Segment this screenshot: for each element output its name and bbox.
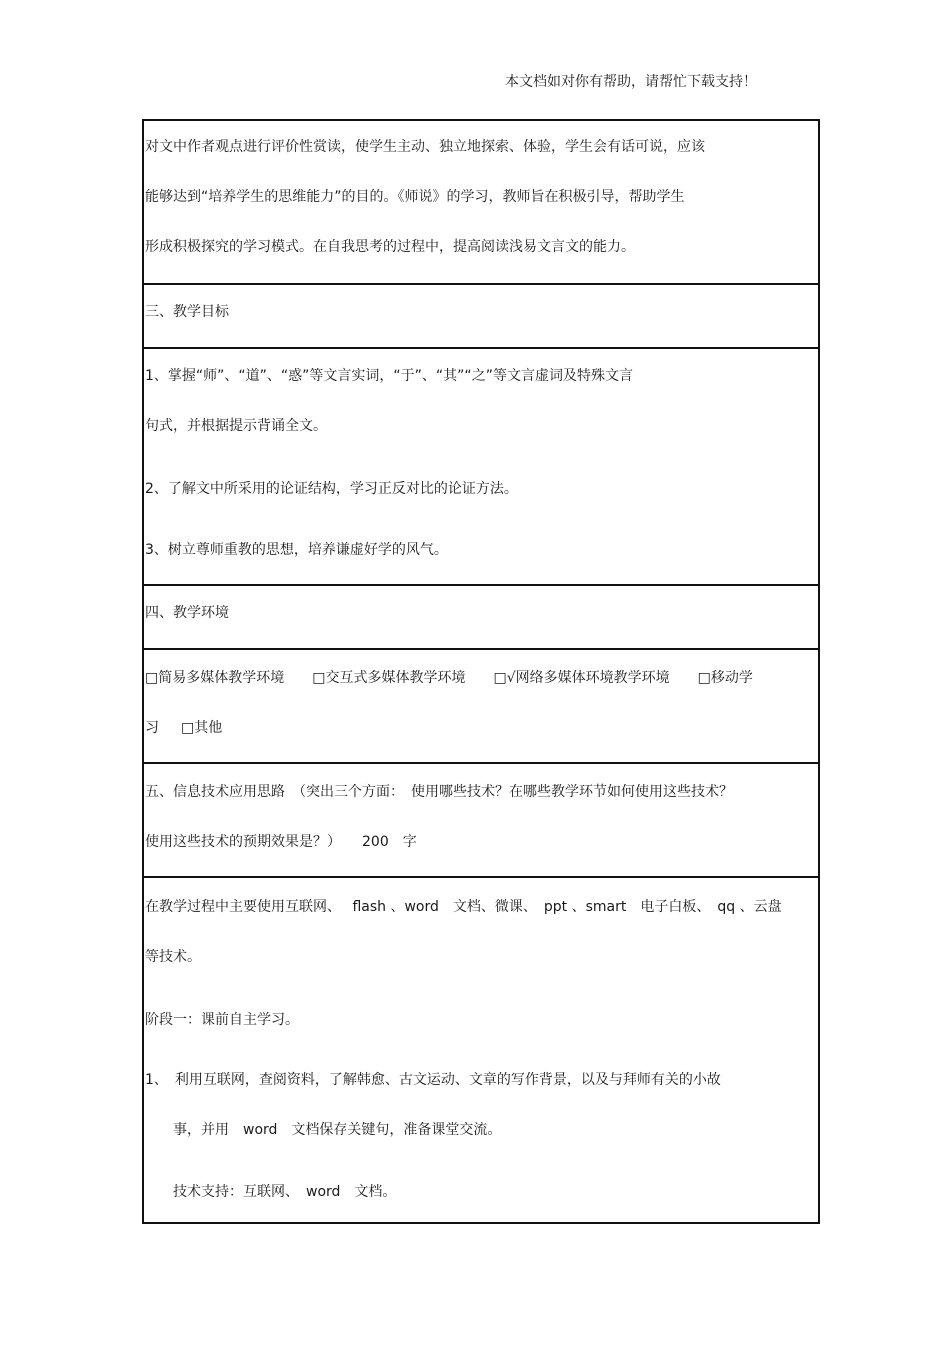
stage-heading: 阶段一：课前自主学习。 (145, 1012, 299, 1028)
section-title-it-approach-cont: 使用这些技术的预期效果是？） 200 字 (145, 834, 417, 850)
section-title-environment: 四、教学环境 (145, 605, 229, 621)
section-title-objectives: 三、教学目标 (145, 304, 229, 320)
content-table (142, 119, 820, 1224)
option-mobile-learning: □移动学 (697, 670, 753, 686)
objective-line: 1、掌握“师”、“道”、“惑”等文言实词，“于”、“其”“之”等文言虚词及特殊文言 (145, 368, 633, 384)
page-header-note: 本文档如对你有帮助，请帮忙下载支持！ (505, 74, 757, 90)
row-divider (144, 876, 818, 878)
row-divider (144, 762, 818, 764)
stage-step-line: 1、 利用互联网，查阅资料，了解韩愈、古文运动、文章的写作背景，以及与拜师有关的小故 (145, 1072, 721, 1088)
stage-step-line: 事，并用 word 文档保存关键句，准备课堂交流。 (173, 1122, 502, 1138)
intro-line: 能够达到“培养学生的思维能力”的目的。《师说》的学习，教师旨在积极引导，帮助学生 (145, 189, 685, 205)
row-divider (144, 648, 818, 650)
option-mobile-learning-cont: 习 (145, 720, 159, 736)
intro-line: 形成积极探究的学习模式。在自我思考的过程中，提高阅读浅易文言文的能力。 (145, 239, 635, 255)
row-divider (144, 283, 818, 285)
option-network-multimedia: □√网络多媒体环境教学环境 (493, 670, 670, 686)
objective-line: 句式，并根据提示背诵全文。 (145, 418, 327, 434)
objective-line: 2、了解文中所采用的论证结构，学习正反对比的论证方法。 (145, 481, 518, 497)
option-interactive-multimedia: □交互式多媒体教学环境 (312, 670, 466, 686)
tech-support-line: 技术支持：互联网、 word 文档。 (173, 1184, 397, 1200)
environment-options-cont (145, 719, 222, 737)
row-divider (144, 347, 818, 349)
intro-line: 对文中作者观点进行评价性赏读，使学生主动、独立地探索、体验，学生会有话可说，应该 (145, 139, 705, 155)
row-divider (144, 584, 818, 586)
objective-line: 3、树立尊师重教的思想，培养谦虚好学的风气。 (145, 542, 448, 558)
environment-options (145, 669, 753, 687)
option-simple-multimedia: □简易多媒体教学环境 (145, 670, 285, 686)
it-approach-line: 等技术。 (145, 949, 201, 965)
section-title-it-approach: 五、信息技术应用思路 （突出三个方面： 使用哪些技术？在哪些教学环节如何使用这些技术？ (145, 784, 733, 800)
it-approach-line: 在教学过程中主要使用互联网、 flash 、word 文档、微课、 ppt 、smart 电子白板、 qq 、云盘 (145, 899, 782, 915)
option-other: □其他 (181, 720, 223, 736)
